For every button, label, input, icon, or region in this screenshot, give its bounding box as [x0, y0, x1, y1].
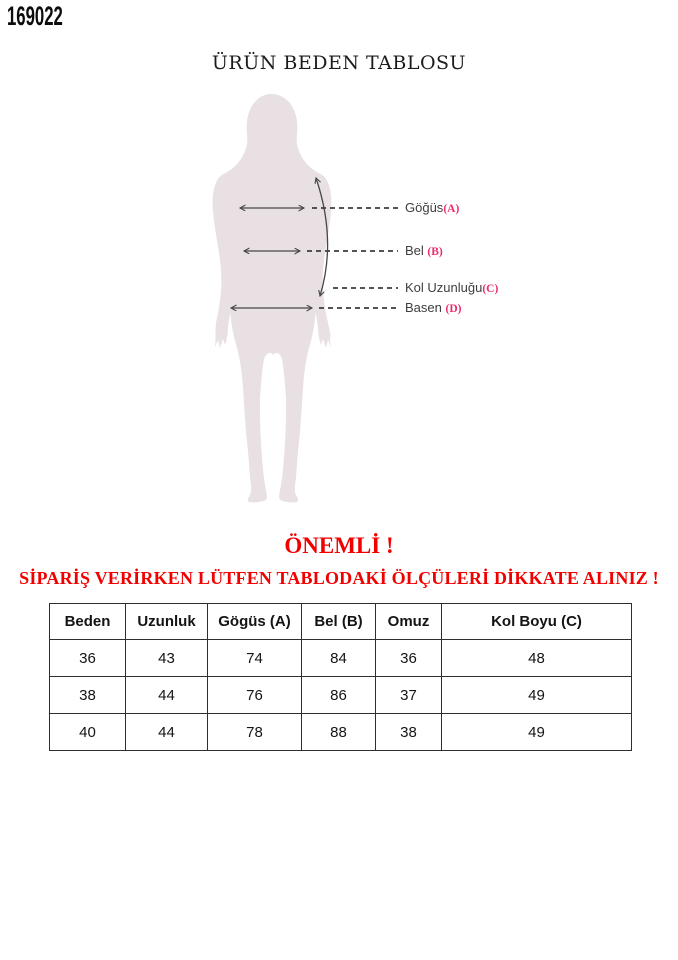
measurement-name: Basen — [405, 300, 446, 315]
size-table-cell: 43 — [126, 640, 208, 677]
measurement-label-2 — [405, 244, 443, 259]
measurement-letter: (C) — [482, 283, 499, 295]
size-table-cell: 88 — [302, 714, 376, 751]
size-table-body — [50, 640, 632, 751]
size-table-cell: 78 — [208, 714, 302, 751]
size-table-header-cell: Uzunluk — [126, 604, 208, 640]
measurement-label-4 — [405, 301, 461, 316]
size-table-cell: 74 — [208, 640, 302, 677]
size-table-cell: 38 — [50, 677, 126, 714]
size-table — [49, 603, 632, 751]
size-table-cell: 49 — [442, 677, 632, 714]
size-table-cell: 86 — [302, 677, 376, 714]
measurement-letter: (B) — [427, 246, 443, 258]
body-silhouette — [213, 94, 332, 502]
size-table-header-cell: Bel (B) — [302, 604, 376, 640]
size-table-row — [50, 640, 632, 677]
size-diagram — [170, 82, 410, 512]
measurement-label-3 — [405, 281, 498, 296]
size-table-cell: 84 — [302, 640, 376, 677]
size-table-row — [50, 714, 632, 751]
size-table-cell: 40 — [50, 714, 126, 751]
body-silhouette-and-arrows — [170, 82, 410, 512]
measurement-name: Göğüs — [405, 200, 444, 215]
size-table-cell: 48 — [442, 640, 632, 677]
size-table-header-cell: Omuz — [376, 604, 442, 640]
measurement-letter: (D) — [445, 303, 462, 315]
size-table-cell: 37 — [376, 677, 442, 714]
measurement-label-1 — [405, 201, 459, 216]
size-table-cell: 38 — [376, 714, 442, 751]
size-table-cell: 36 — [376, 640, 442, 677]
warning-text: SİPARİŞ VERİRKEN LÜTFEN TABLODAKİ ÖLÇÜLERİ DİKKATE ALINIZ ! — [19, 568, 659, 588]
product-code: 169022 — [7, 1, 63, 31]
size-table-header-cell: Kol Boyu (C) — [442, 604, 632, 640]
size-table-cell: 49 — [442, 714, 632, 751]
size-table-header-row — [50, 604, 632, 640]
important-heading: ÖNEMLİ ! — [284, 533, 394, 558]
size-table-cell: 44 — [126, 677, 208, 714]
size-table-cell: 36 — [50, 640, 126, 677]
measurement-name: Kol Uzunluğu — [405, 280, 483, 295]
size-table-cell: 76 — [208, 677, 302, 714]
size-table-header-cell: Beden — [50, 604, 126, 640]
page-title: ÜRÜN BEDEN TABLOSU — [211, 52, 467, 74]
size-table-cell: 44 — [126, 714, 208, 751]
size-table-row — [50, 677, 632, 714]
measurement-letter: (A) — [443, 203, 460, 215]
measurement-name: Bel — [405, 243, 428, 258]
size-table-header-cell: Gögüs (A) — [208, 604, 302, 640]
